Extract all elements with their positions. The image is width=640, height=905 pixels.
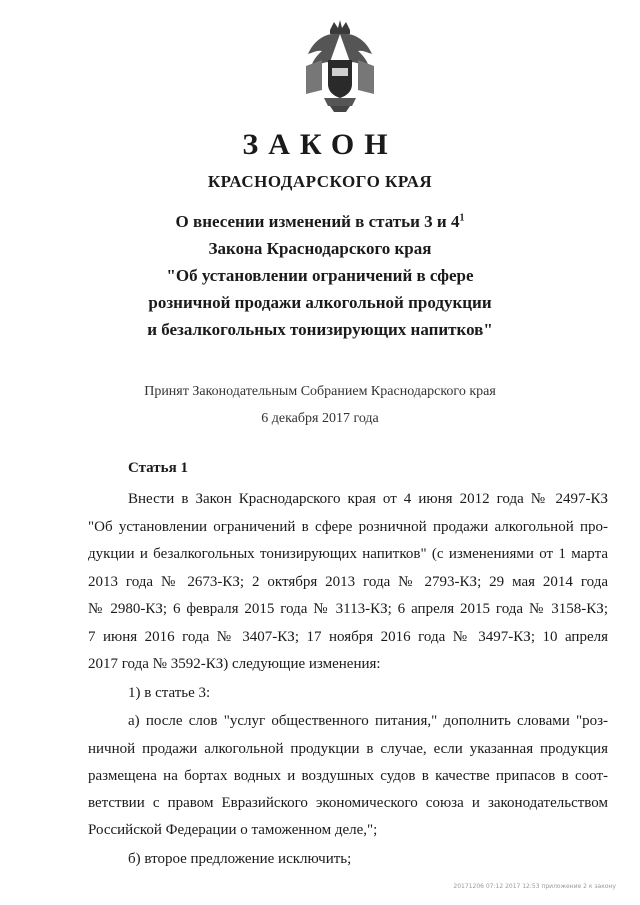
adopted-date: 6 декабря 2017 года (261, 411, 379, 426)
article-line: № 2980-КЗ; 6 февраля 2015 года № 3113-КЗ; 6 апреля 2015 года № 3158-КЗ; (88, 601, 608, 617)
coat-of-arms-emblem (300, 20, 380, 114)
article-line: 2017 года № 3592-КЗ) следующие изменения: (88, 656, 381, 672)
law-subtitle-line-4: розничной продажи алкогольной продукции (148, 293, 492, 312)
article-line: "Об установлении ограничений в сфере розничной продажи алкогольной про- (88, 519, 608, 535)
article-line: размещена на бортах водных и воздушных судов в качестве припасов в соот- (88, 768, 608, 784)
law-region: КРАСНОДАРСКОГО КРАЯ (207, 172, 433, 191)
article-line: ничной продажи алкогольной продукции в случае, если указанная продукция (88, 741, 608, 757)
law-subtitle-line-3: "Об установлении ограничений в сфере (166, 266, 474, 285)
law-subtitle-text: О внесении изменений в статьи 3 и 4 (175, 212, 460, 231)
adopted-by-line: Принят Законодательным Собранием Краснодарского края (144, 384, 496, 399)
law-subtitle-line-1 (0, 212, 640, 232)
article-line: дукции и безалкогольных тонизирующих напитков" (с изменениями от 1 марта (88, 546, 608, 562)
law-subtitle-superscript: 1 (459, 212, 465, 224)
law-subtitle-line-5: и безалкогольных тонизирующих напитков" (147, 320, 493, 339)
article-line: Российской Федерации о таможенном деле,"; (88, 822, 378, 838)
article-line: 7 июня 2016 года № 3407-КЗ; 17 ноября 2016 года № 3497-КЗ; 10 апреля (88, 629, 608, 645)
article-line: Внести в Закон Краснодарского края от 4 июня 2012 года № 2497-КЗ (128, 491, 608, 507)
article-line: 2013 года № 2673-КЗ; 2 октября 2013 года № 2793-КЗ; 29 мая 2014 года (88, 574, 608, 590)
footer-stamp: 20171206 07:12 2017 12:53 приложение 2 к закону (453, 883, 616, 890)
article-heading: Статья 1 (128, 460, 188, 476)
article-line: а) после слов "услуг общественного питания," дополнить словами "роз- (128, 713, 608, 729)
law-title: ЗАКОН (242, 128, 398, 161)
article-line: ветствии с правом Евразийского экономического союза и законодательством (88, 795, 608, 811)
article-line: 1) в статье 3: (128, 685, 211, 701)
article-line: б) второе предложение исключить; (128, 851, 352, 867)
law-subtitle-line-2: Закона Краснодарского края (208, 239, 432, 258)
